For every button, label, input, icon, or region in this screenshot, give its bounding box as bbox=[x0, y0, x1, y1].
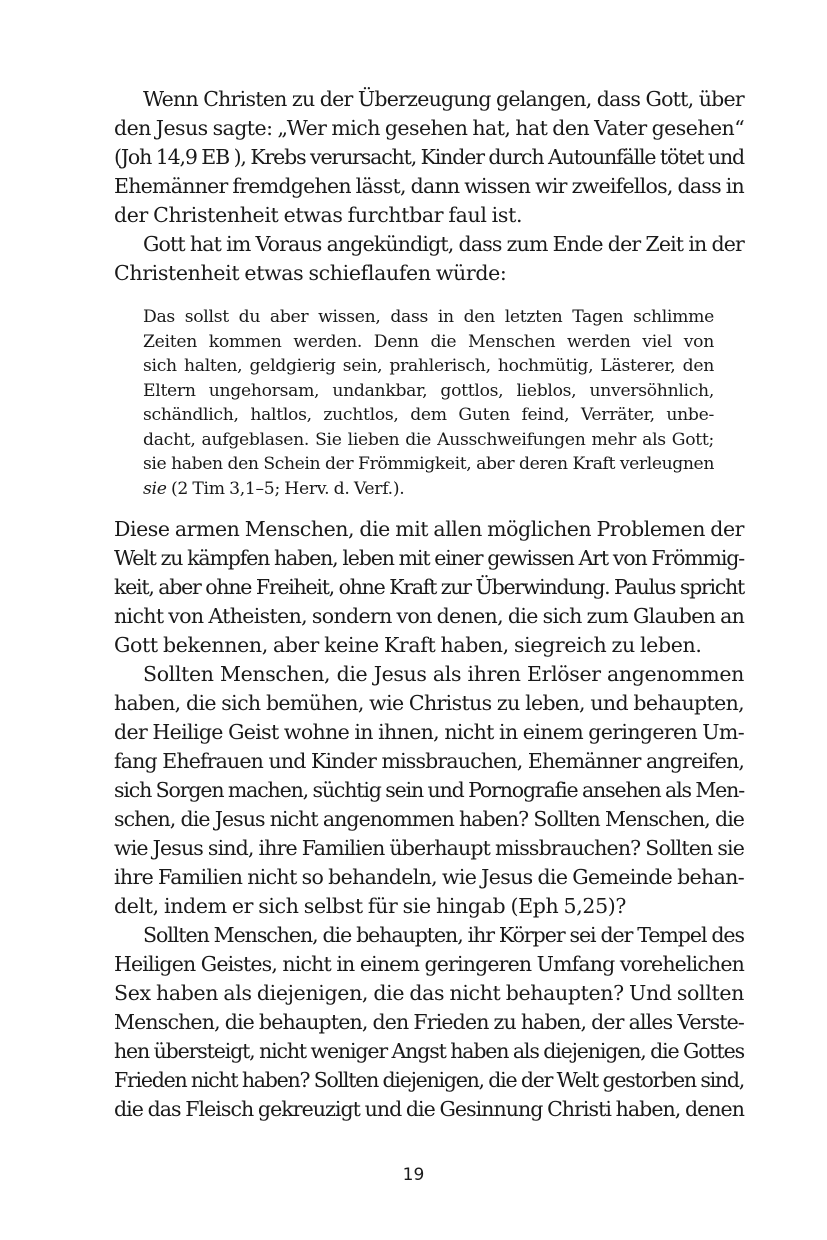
text-line: der Heilige Geist wohne in ihnen, nicht in einem geringeren Um- bbox=[114, 720, 744, 744]
quote-line: schändlich, haltlos, zuchtlos, dem Guten feind, Verräter, unbe- bbox=[143, 405, 714, 425]
text-line: Frieden nicht haben? Sollten diejenigen, die der Welt gestorben sind, bbox=[114, 1068, 744, 1092]
quote-line: Das sollst du aber wissen, dass in den letzten Tagen schlimme bbox=[143, 307, 714, 327]
text-line: den Jesus sagte: „Wer mich gesehen hat, hat den Vater gesehen“ bbox=[114, 116, 745, 140]
page-number: 19 bbox=[402, 1165, 425, 1185]
bible-citation: (2 Tim 3,1–5; Herv. d. Verf.). bbox=[166, 478, 405, 499]
paragraph-3 bbox=[114, 515, 744, 660]
text-line: (Joh 14,9 EB ), Krebs verursacht, Kinder durch Autounfälle tötet und bbox=[114, 145, 744, 169]
quote-line: Zeiten kommen werden. Denn die Menschen werden viel von bbox=[143, 331, 714, 352]
text-line: Sollten Menschen, die Jesus als ihren Erlöser angenommen bbox=[143, 662, 744, 686]
text-line: wie Jesus sind, ihre Familien überhaupt missbrauchen? Sollten sie bbox=[114, 836, 744, 860]
paragraph-4 bbox=[114, 660, 744, 921]
text-line: fang Ehefrauen und Kinder missbrauchen, Ehemänner angreifen, bbox=[114, 749, 744, 773]
text-line: haben, die sich bemühen, wie Christus zu leben, und behaupten, bbox=[114, 691, 744, 715]
text-line: nicht von Atheisten, sondern von denen, die sich zum Glauben an bbox=[114, 604, 745, 628]
paragraph-5 bbox=[114, 921, 744, 1124]
text-line: Sollten Menschen, die behaupten, ihr Körper sei der Tempel des bbox=[143, 923, 744, 947]
text-line: Wenn Christen zu der Überzeugung gelangen, dass Gott, über bbox=[143, 87, 744, 111]
paragraph-2 bbox=[114, 230, 744, 288]
quote-line-citation bbox=[143, 477, 714, 502]
quote-line: sich halten, geldgierig sein, prahlerisch, hochmütig, Lästerer, den bbox=[143, 356, 714, 376]
paragraph-1 bbox=[114, 85, 744, 230]
text-line: delt, indem er sich selbst für sie hingab (Eph 5,25)? bbox=[114, 894, 627, 918]
text-line: Welt zu kämpfen haben, leben mit einer gewissen Art von Frömmig- bbox=[114, 546, 744, 570]
quote-line-italic: sie haben den Schein der Frömmigkeit, aber deren Kraft verleugnen bbox=[143, 454, 714, 474]
text-line: Sex haben als diejenigen, die das nicht behaupten? Und sollten bbox=[114, 981, 744, 1005]
text-line: Menschen, die behaupten, den Frieden zu haben, der alles Verste- bbox=[114, 1010, 744, 1034]
block-quote bbox=[143, 305, 714, 501]
quote-line: dacht, aufgeblasen. Sie lieben die Ausschweifungen mehr als Gott; bbox=[143, 429, 714, 450]
text-line: sich Sorgen machen, süchtig sein und Pornografie ansehen als Men- bbox=[114, 778, 744, 802]
text-line: hen übersteigt, nicht weniger Angst haben als diejenigen, die Gottes bbox=[114, 1039, 744, 1063]
page-body bbox=[114, 85, 744, 1124]
text-line: Gott bekennen, aber keine Kraft haben, siegreich zu leben. bbox=[114, 633, 702, 657]
text-line: Christenheit etwas schieflaufen würde: bbox=[114, 261, 507, 285]
text-line: Heiligen Geistes, nicht in einem geringeren Umfang vorehelichen bbox=[114, 952, 744, 976]
text-line: schen, die Jesus nicht angenommen haben? Sollten Menschen, die bbox=[114, 807, 744, 831]
text-line: der Christenheit etwas furchtbar faul ist. bbox=[114, 203, 523, 227]
text-line: ihre Familien nicht so behandeln, wie Jesus die Gemeinde behan- bbox=[114, 865, 744, 889]
quote-italic-word: sie bbox=[143, 478, 167, 499]
text-line: Ehemänner fremdgehen lässt, dann wissen wir zweifellos, dass in bbox=[114, 174, 744, 198]
text-line: Gott hat im Voraus angekündigt, dass zum Ende der Zeit in der bbox=[143, 232, 744, 256]
text-line: keit, aber ohne Freiheit, ohne Kraft zur Überwindung. Paulus spricht bbox=[114, 575, 744, 599]
text-line: Diese armen Menschen, die mit allen möglichen Problemen der bbox=[114, 517, 744, 541]
quote-line: Eltern ungehorsam, undankbar, gottlos, lieblos, unversöhnlich, bbox=[143, 380, 714, 401]
text-line: die das Fleisch gekreuzigt und die Gesinnung Christi haben, denen bbox=[114, 1097, 744, 1121]
